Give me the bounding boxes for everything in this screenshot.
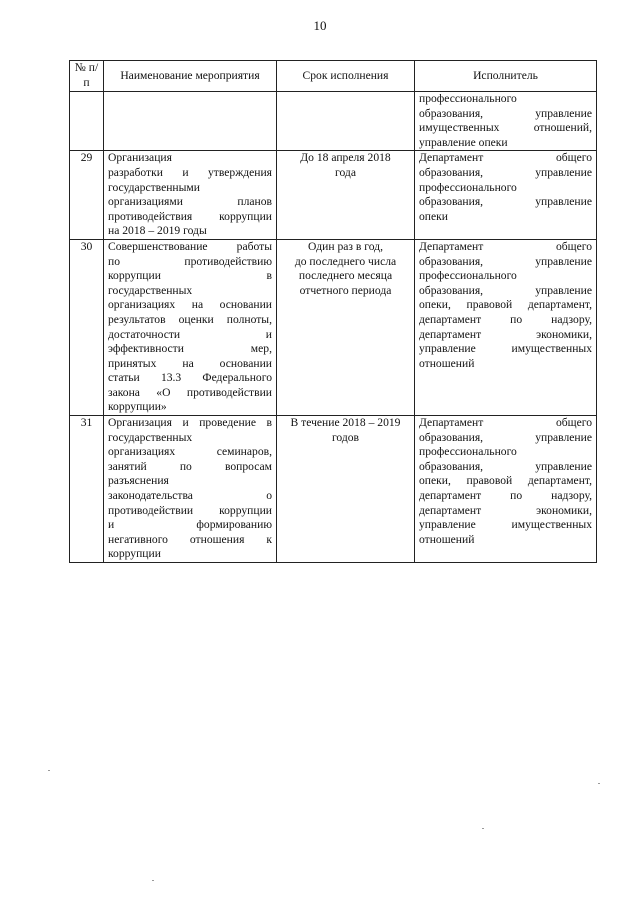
row-number: 29 — [70, 151, 104, 240]
table-row — [70, 416, 597, 563]
cell-text-line: года — [335, 165, 356, 179]
deadline-cell — [277, 239, 415, 415]
table-header-row — [70, 61, 597, 92]
cell-text-line: государственных — [108, 283, 193, 297]
row-number: 30 — [70, 239, 104, 415]
cell-text-line: образования, управление — [419, 459, 592, 473]
cell-text-line: образования, управление — [419, 106, 592, 120]
executor-cell — [415, 239, 597, 415]
cell-text-line: профессионального — [419, 269, 517, 283]
cell-text-line: образования, управление — [419, 254, 592, 268]
cell-text-line: на 2018 – 2019 годы — [108, 224, 207, 238]
cell-text-line: разъяснения — [108, 474, 169, 488]
cell-text-line: достаточности и — [108, 327, 272, 341]
cell-text-line: Департамент общего — [419, 239, 592, 253]
cell-text-line: организациях на основании — [108, 298, 272, 312]
row-number — [70, 92, 104, 151]
deadline-cell — [277, 151, 415, 240]
measures-table — [69, 60, 597, 563]
table-row — [70, 92, 597, 151]
cell-text-line: последнего месяца — [298, 269, 393, 283]
cell-text-line: департамент экономики, — [419, 503, 592, 517]
cell-text-line: управление имущественных — [419, 342, 592, 356]
cell-text-line: управление опеки — [419, 135, 508, 149]
cell-text-line: разработки и утверждения — [108, 165, 272, 179]
cell-text-line: Департамент общего — [419, 151, 592, 165]
cell-text-line: противодействии коррупции — [108, 503, 272, 517]
cell-text-line: образования, управление — [419, 430, 592, 444]
cell-text-line: закона «О противодействии — [108, 385, 272, 399]
cell-text-line: по противодействию — [108, 254, 272, 268]
cell-text-line: противодействия коррупции — [108, 209, 272, 223]
cell-text-line: профессионального — [419, 92, 517, 105]
measure-name-cell — [104, 416, 277, 563]
cell-text-line: государственных — [108, 430, 193, 444]
cell-text-line: Совершенствование работы — [108, 239, 272, 253]
cell-text-line: занятий по вопросам — [108, 459, 272, 473]
cell-text-line: организациями планов — [108, 195, 272, 209]
cell-text-line: В течение 2018 – 2019 — [290, 416, 401, 430]
cell-text-line: результатов оценки полноты, — [108, 312, 272, 326]
table-row — [70, 151, 597, 240]
cell-text-line: управление имущественных — [419, 518, 592, 532]
cell-text-line: департамент по надзору, — [419, 312, 592, 326]
cell-text-line: профессионального — [419, 445, 517, 459]
executor-cell — [415, 92, 597, 151]
cell-text-line: опеки, правовой департамент, — [419, 298, 592, 312]
measure-name-cell — [104, 239, 277, 415]
cell-text-line: департамент по надзору, — [419, 489, 592, 503]
table-body — [70, 92, 597, 563]
cell-text-line: государственными — [108, 180, 200, 194]
cell-text-line: отношений — [419, 356, 475, 370]
executor-cell — [415, 416, 597, 563]
cell-text-line: отношений — [419, 532, 475, 546]
cell-text-line: коррупции в — [108, 269, 272, 283]
row-number: 31 — [70, 416, 104, 563]
header-executor: Исполнитель — [415, 61, 597, 92]
table-row — [70, 239, 597, 415]
cell-text-line: Один раз в год, — [308, 239, 383, 253]
page-number: 10 — [313, 18, 327, 33]
cell-text-line: опеки — [419, 209, 448, 223]
cell-text-line: департамент экономики, — [419, 327, 592, 341]
cell-text-line: образования, управление — [419, 165, 592, 179]
cell-text-line: Организация и проведение в — [108, 416, 272, 430]
scan-speck — [152, 880, 154, 881]
measure-name-cell — [104, 151, 277, 240]
scan-speck — [48, 770, 50, 771]
cell-text-line: опеки, правовой департамент, — [419, 474, 592, 488]
header-number: № п/п — [70, 61, 104, 92]
cell-text-line: отчетного периода — [299, 283, 392, 297]
cell-text-line: организациях семинаров, — [108, 445, 272, 459]
cell-text-line: образования, управление — [419, 195, 592, 209]
header-deadline: Срок исполнения — [277, 61, 415, 92]
cell-text-line: законодательства о — [108, 489, 272, 503]
cell-text-line: принятых на основании — [108, 356, 272, 370]
cell-text-line: образования, управление — [419, 283, 592, 297]
scan-speck — [598, 783, 600, 784]
cell-text-line: годов — [331, 430, 360, 444]
scan-speck — [482, 828, 484, 829]
cell-text-line: имущественных отношений, — [419, 121, 592, 135]
cell-text-line: профессионального — [419, 180, 517, 194]
cell-text-line: негативного отношения к — [108, 532, 272, 546]
header-measure-name: Наименование мероприятия — [104, 61, 277, 92]
cell-text-line: эффективности мер, — [108, 342, 272, 356]
cell-text-line: Организация — [108, 151, 172, 165]
deadline-cell — [277, 92, 415, 151]
cell-text-line: коррупции» — [108, 400, 167, 414]
cell-text-line: коррупции — [108, 547, 161, 561]
cell-text-line: и формированию — [108, 518, 272, 532]
cell-text-line: Департамент общего — [419, 416, 592, 430]
measure-name-cell — [104, 92, 277, 151]
cell-text-line: до последнего числа — [294, 254, 397, 268]
deadline-cell — [277, 416, 415, 563]
cell-text-line: статьи 13.3 Федерального — [108, 371, 272, 385]
executor-cell — [415, 151, 597, 240]
cell-text-line: До 18 апреля 2018 — [300, 151, 391, 165]
